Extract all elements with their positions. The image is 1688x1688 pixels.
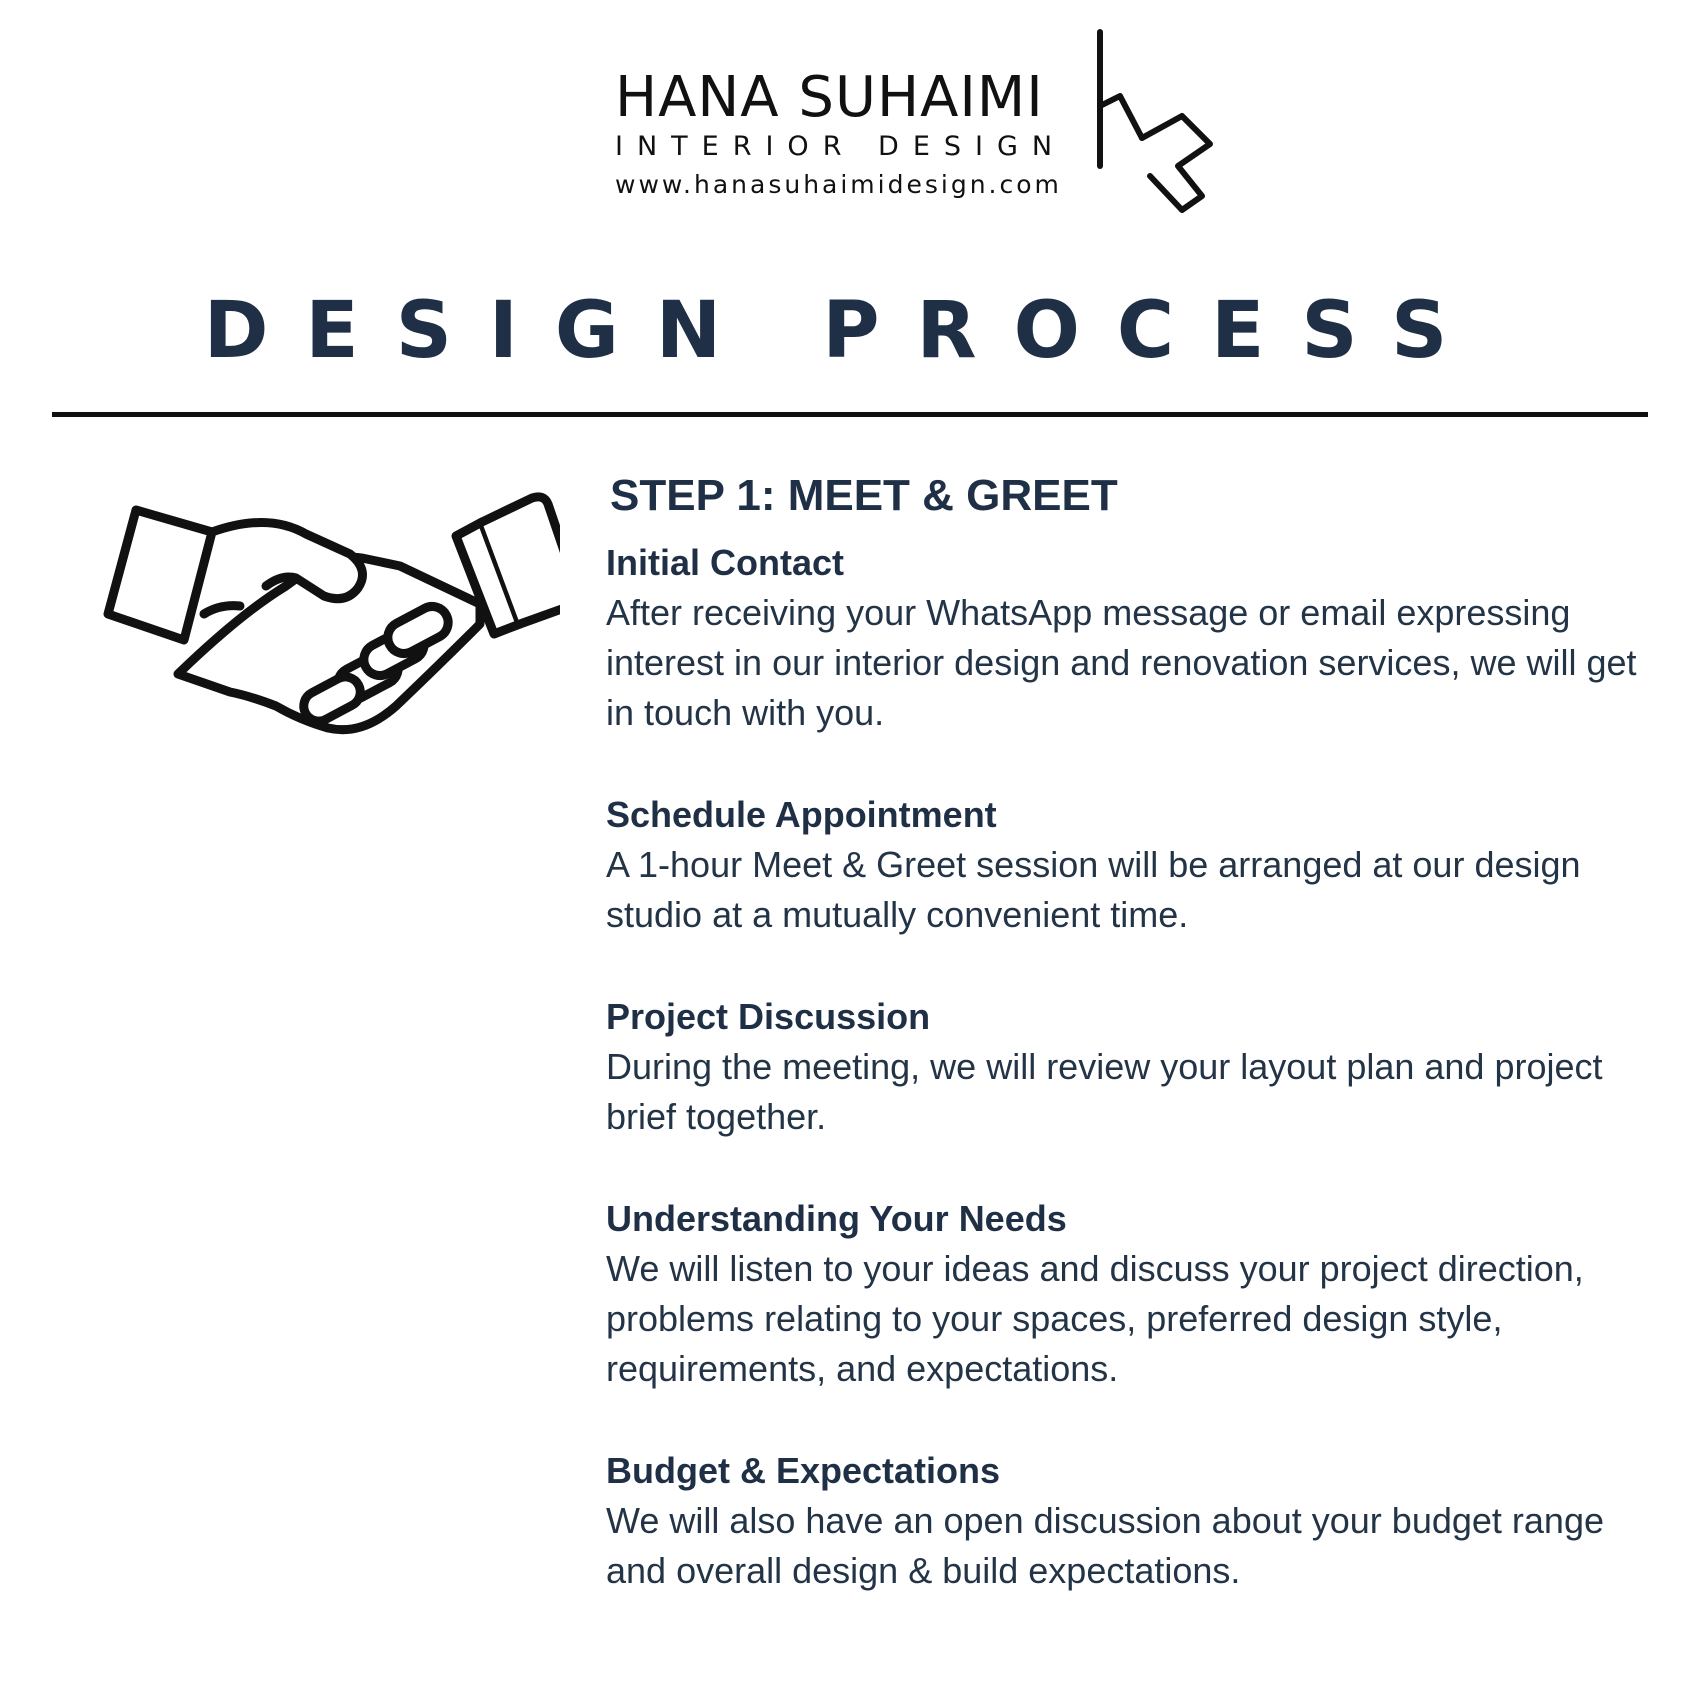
section-schedule-appointment — [606, 790, 1646, 940]
handshake-icon — [100, 474, 560, 774]
step-content — [606, 466, 1646, 1648]
section-project-discussion — [606, 992, 1646, 1142]
brand-name: HANA SUHAIMI — [615, 65, 1044, 130]
section-title: Initial Contact — [606, 542, 845, 583]
section-body: After receiving your WhatsApp message or email expressing interest in our interior design and renovation services, we will get in touch with you. — [606, 592, 1637, 733]
section-title: Project Discussion — [606, 996, 931, 1037]
section-divider — [52, 412, 1648, 417]
step-heading: STEP 1: MEET & GREET — [610, 471, 1118, 520]
page-title: DESIGN PROCESS — [203, 286, 1485, 376]
section-title: Budget & Expectations — [606, 1450, 1001, 1491]
section-initial-contact — [606, 538, 1646, 738]
section-body: During the meeting, we will review your layout plan and project brief together. — [606, 1046, 1603, 1137]
section-understanding-needs — [606, 1194, 1646, 1394]
brand-block — [615, 65, 1067, 202]
brand-subtitle: INTERIOR DESIGN — [615, 131, 1067, 162]
section-budget-expectations — [606, 1446, 1646, 1596]
section-body: We will also have an open discussion about your budget range and overall design & build expectations. — [606, 1500, 1604, 1591]
section-body: A 1-hour Meet & Greet session will be arranged at our design studio at a mutually convenient time. — [606, 844, 1581, 935]
brand-url: www.hanasuhaimidesign.com — [615, 170, 1062, 199]
section-body: We will listen to your ideas and discuss your project direction, problems relating to your spaces, preferred design style, requirements, and expectations. — [606, 1248, 1584, 1389]
section-title: Schedule Appointment — [606, 794, 997, 835]
section-title: Understanding Your Needs — [606, 1198, 1067, 1239]
brand-monogram-logo — [1090, 26, 1230, 216]
